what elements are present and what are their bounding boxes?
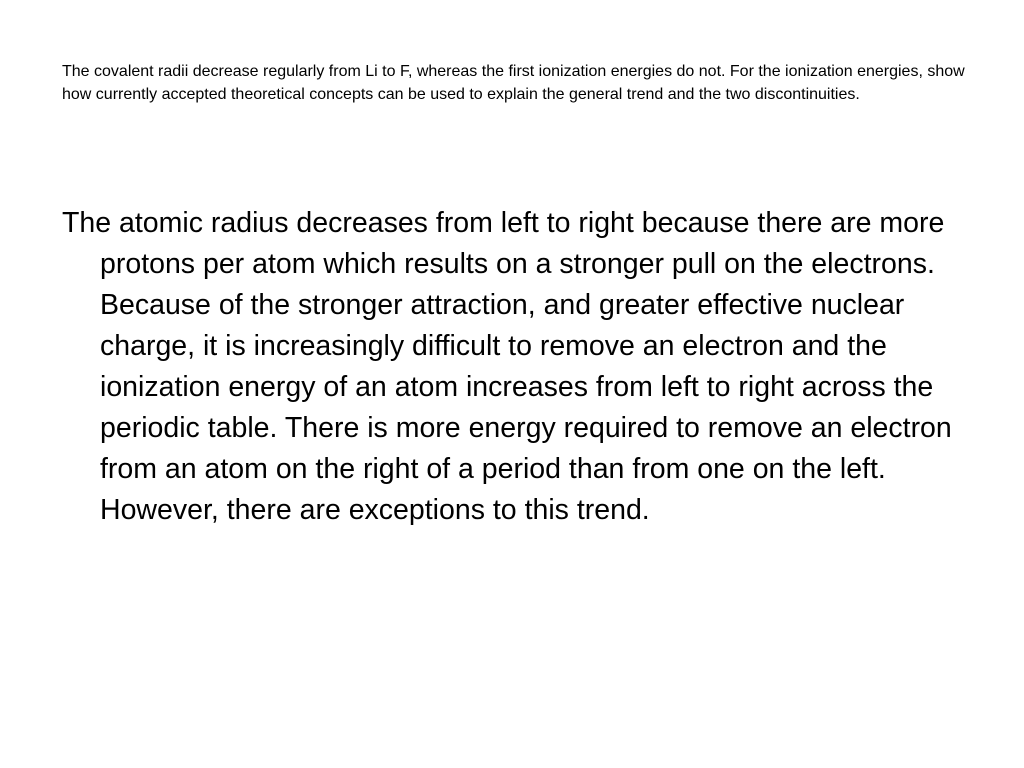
slide-body-text: The atomic radius decreases from left to right because there are more protons per atom which results on a stronger pull on the electrons. Because of the stronger attraction, and greater effective nuclear charge, it is increasingly difficult to remove an electron and the ionization energy of an atom increases from left to right across the periodic table. There is more energy required to remove an electron from an atom on the right of a period than from one on the left. However, there are exceptions to this trend.	[62, 207, 952, 526]
slide-title: The covalent radii decrease regularly from Li to F, whereas the first ionization energies do not. For the ionization energies, show how currently accepted theoretical concepts can be used to explain the general trend and the two discontinuities.	[62, 63, 965, 103]
